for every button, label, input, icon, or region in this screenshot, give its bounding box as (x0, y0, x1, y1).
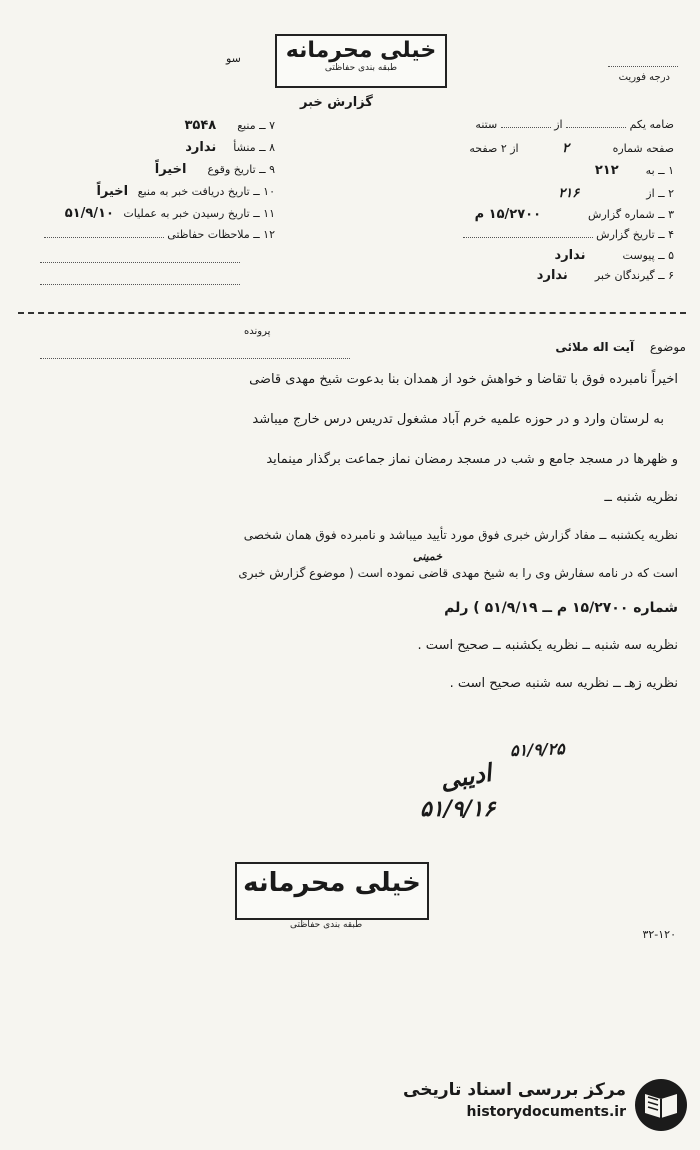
right-field-5 (463, 228, 674, 241)
right-field-3 (558, 186, 674, 201)
right-field-7 (537, 268, 674, 283)
left-field-2-value: اخیراً (154, 162, 187, 177)
right-field-1-label: صفحه شماره (612, 142, 674, 155)
left-field-0 (185, 118, 276, 133)
logo-text-en: historydocuments.ir (466, 1104, 626, 1120)
urgency-label: درجه فوریت (618, 72, 670, 83)
right-field-5-label: ۴ ــ تاریخ گزارش (596, 228, 674, 241)
left-field-3-label: ۱۰ ــ تاریخ دریافت خبر به منبع (137, 185, 275, 198)
left-field-4-value: ۵۱/۹/۱۰ (64, 206, 114, 221)
right-field-6-label: ۵ ــ پیوست (622, 249, 674, 262)
archive-logo (398, 1076, 688, 1136)
page-code: ۳۲-۱۲۰ (642, 928, 676, 941)
interline-note: خمینی (413, 550, 442, 563)
left-field-3-value: اخیراً (96, 184, 129, 199)
right-field-3-value: ۲۱۶ (558, 186, 580, 201)
right-field-0-label: ضامه یکم (629, 118, 674, 131)
body-line-3: نظریه شنبه ــ (604, 490, 678, 505)
right-field-1 (469, 141, 674, 156)
body-line-0: اخیراً نامبرده فوق با تقاضا و خواهش خود از همدان بنا بدعوت شیخ مهدی قاضی (249, 372, 678, 387)
left-field-1 (185, 140, 275, 155)
right-field-7-label: ۶ ــ گیرندگان خبر (594, 269, 674, 282)
stamp-top-text: خیلی محرمانه (285, 38, 437, 63)
right-field-0 (475, 118, 674, 131)
right-field-4-label: ۳ ــ شماره گزارش (588, 208, 674, 221)
right-field-0-value: از (554, 118, 563, 131)
report-title: گزارش خبر (300, 95, 373, 110)
subject-label: موضوع (649, 340, 686, 354)
right-field-2 (595, 163, 674, 178)
left-field-1-value: ندارد (185, 140, 217, 155)
right-field-2-label: ۱ ــ به (645, 164, 674, 177)
handwritten-code: ۵۱/۹/۱۶ (420, 796, 496, 822)
left-field-4 (65, 206, 275, 221)
margin-note: پرونده (244, 326, 271, 337)
stamp-bottom-text: خیلی محرمانه (243, 868, 421, 898)
classification-stamp-bottom (235, 862, 429, 920)
body-line-8: نظریه زهـ ــ نظریه سه شنبه صحیح است . (449, 676, 678, 691)
left-field-5-label: ۱۲ ــ ملاحظات حفاظتی (167, 228, 275, 241)
subject-text: آیت اله ملائی (555, 340, 635, 354)
book-archive-icon (634, 1078, 688, 1132)
section-separator (18, 312, 686, 314)
left-field-3 (96, 184, 275, 199)
left-field-5 (44, 228, 275, 241)
left-field-2-label: ۹ ــ تاریخ وقوع (207, 163, 275, 176)
left-field-0-value: ۳۵۴۸ (184, 118, 217, 133)
stamp-top-subtitle: طبقه بندی حفاظتی (324, 63, 398, 73)
right-field-4-value: ۱۵/۲۷۰۰ م (474, 207, 542, 222)
right-field-1-extra: از ۲ صفحه (469, 142, 519, 155)
top-left-mark: سو (226, 52, 241, 65)
left-field-2 (155, 162, 275, 177)
left-field-1-label: ۸ ــ منشأ (233, 141, 275, 154)
handwritten-signature: ادیبی (437, 757, 494, 796)
right-field-4 (475, 207, 674, 222)
right-field-2-value: ۲۱۲ (594, 163, 619, 178)
subject-line (555, 340, 686, 354)
classification-stamp-top (275, 34, 447, 88)
body-line-6: شماره ۱۵/۲۷۰۰ م ــ ۵۱/۹/۱۹ ) رلم (444, 600, 678, 616)
right-field-6 (555, 248, 674, 263)
right-field-6-value: ندارد (554, 248, 586, 263)
right-field-0-extra: ستنه (475, 118, 498, 131)
body-line-4: نظریه یکشنبه ــ مفاد گزارش خبری فوق مورد تأیید میباشد و نامبرده فوق همان شخصی (243, 528, 678, 542)
right-field-1-value: ۲ (562, 141, 570, 156)
body-line-7: نظریه سه شنبه ــ نظریه یکشنبه ــ صحیح است . (417, 638, 678, 653)
stamp-bottom-subtitle: طبقه بندی حفاظتی (290, 920, 363, 930)
body-line-5: است که در نامه سفارش وی را به شیخ مهدی قاضی نموده است ( موضوع گزارش خبری (238, 566, 678, 580)
left-field-4-label: ۱۱ ــ تاریخ رسیدن خبر به عملیات (123, 207, 275, 220)
body-line-2: و ظهرها در مسجد جامع و شب در مسجد رمضان نماز جماعت برگذار مینماید (266, 452, 678, 467)
handwritten-date: ۵۱/۹/۲۵ (509, 739, 565, 760)
body-line-1: به لرستان وارد و در حوزه علمیه خرم آباد مشغول تدریس درس خارج میباشد (252, 412, 664, 427)
left-field-0-label: ۷ ــ منبع (237, 119, 275, 132)
right-field-3-label: ۲ ــ از (646, 187, 674, 200)
logo-text-fa: مرکز بررسی اسناد تاریخی (403, 1080, 626, 1100)
right-field-7-value: ندارد (536, 268, 568, 283)
